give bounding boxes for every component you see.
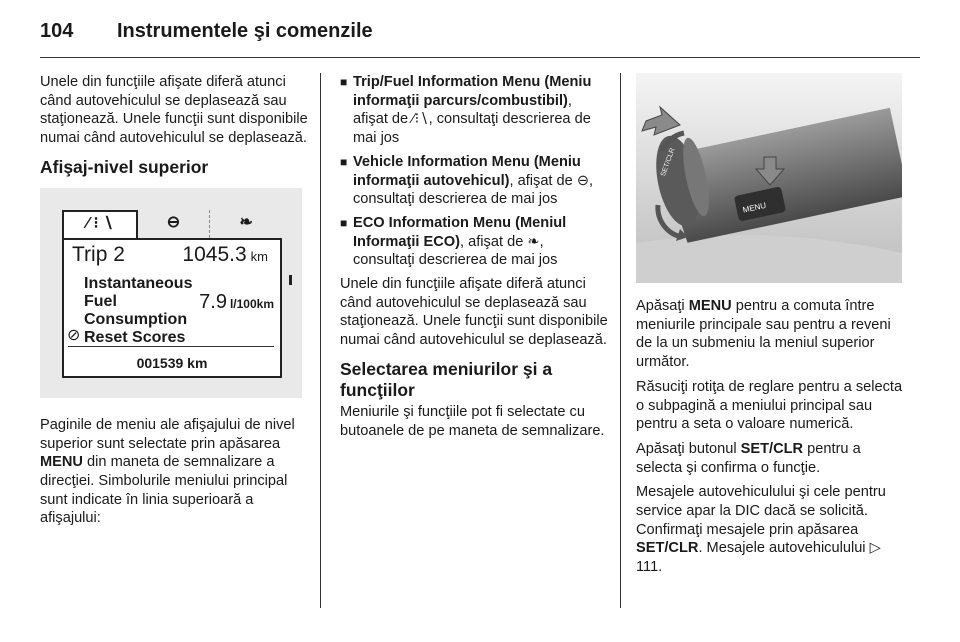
set-clr-paragraph bbox=[636, 440, 904, 477]
turn-signal-stalk-illustration bbox=[636, 73, 902, 283]
column-2 bbox=[340, 73, 608, 446]
page-number: 104 bbox=[40, 20, 74, 42]
menu-item-instantaneous: Instantaneous bbox=[84, 274, 193, 292]
messages-text-1: Mesajele autovehiculului şi cele pentru service apar la DIC dacă se solicită. Confirmaţi mesajele prin apăsarea bbox=[636, 484, 886, 538]
menu-button-paragraph bbox=[636, 297, 904, 372]
menu-button-bold: MENU bbox=[688, 298, 732, 314]
bullet-body bbox=[353, 153, 608, 209]
display-screen bbox=[62, 238, 282, 378]
odometer-readout: 001539 km bbox=[136, 354, 208, 371]
bullet-mark: ■ bbox=[340, 215, 348, 230]
menu-item-reset-scores: Reset Scores bbox=[84, 328, 186, 346]
bullet-body bbox=[353, 214, 608, 270]
menu-button-text-1: Apăsaţi bbox=[636, 298, 689, 314]
eco-tab-icon: ❧ bbox=[209, 210, 282, 238]
column-3 bbox=[636, 73, 904, 583]
functions-paragraph: Unele din funcţiile afişate diferă atunci când autovehiculul se deplasează sau staţionează. Unele funcţii sunt disponibile numai când autovehiculul se deplasează. bbox=[340, 276, 608, 349]
section-heading-upper-display: Afişaj-nivel superior bbox=[40, 156, 209, 177]
column-divider-1 bbox=[320, 73, 321, 608]
trip-label: Trip 2 bbox=[72, 242, 125, 266]
messages-text-2: . Mesajele autovehiculului bbox=[698, 540, 870, 557]
consumption-readout bbox=[199, 290, 274, 314]
display-divider bbox=[68, 346, 274, 347]
consumption-value: 7.9 bbox=[199, 290, 227, 313]
stalk-set-label: SET/CLR bbox=[659, 147, 677, 178]
intro-paragraph: Unele din funcţiile afişate diferă atunci când autovehiculul se deplasează sau staţionează. Unele funcţii sunt disponibile numai când autovehiculul se deplasează. bbox=[40, 74, 308, 147]
set-clr-text-2: pentru a selecta şi confirma o funcţie. bbox=[636, 440, 861, 476]
bullet-bold: Trip/Fuel Information Menu (Meniu informaţii parcurs/combustibil) bbox=[353, 74, 592, 109]
menu-item-consumption: Consumption bbox=[84, 310, 188, 328]
bullet-trip-fuel-menu bbox=[340, 73, 608, 148]
trip-distance bbox=[182, 242, 268, 267]
bullet-mark: ■ bbox=[340, 154, 348, 169]
bullet-mark: ■ bbox=[340, 75, 348, 89]
set-clr-bold: SET/CLR bbox=[740, 440, 804, 457]
scroll-indicator bbox=[289, 275, 292, 285]
menu-pages-text-2: din maneta de semnalizare a direcţiei. Simbolurile meniului principal sunt indicate în linia superioară a afişajului: bbox=[40, 454, 288, 527]
page-reference: ▷ 111. bbox=[636, 540, 881, 576]
upper-level-display-illustration bbox=[40, 188, 302, 398]
consumption-unit: l/100km bbox=[229, 296, 274, 311]
bullet-bold: Vehicle Information Menu (Meniu informaţii autovehicul) bbox=[353, 153, 581, 189]
menu-button-text-2: pentru a comuta între meniurile principale sau pentru a reveni de la un submeniu la meniul superior următor. bbox=[636, 298, 891, 371]
trip-fuel-tab-icon: ⁄ ⁝ ∖ bbox=[62, 210, 138, 238]
bullet-eco-info-menu bbox=[340, 214, 608, 270]
set-clr-text-1: Apăsaţi butonul bbox=[636, 440, 741, 457]
menu-pages-paragraph bbox=[40, 416, 308, 528]
bullet-text: , afişat de ⁄⁝∖, consultaţi descrierea de mai jos bbox=[353, 92, 591, 147]
bullet-text: , afişat de ❧, consultaţi descrierea de mai jos bbox=[353, 233, 558, 269]
check-icon: ⊘ bbox=[67, 326, 81, 344]
menu-pages-text-1: Paginile de meniu ale afişajului de nivel superior sunt selectate prin apăsarea bbox=[40, 416, 295, 452]
trip-distance-value: 1045.3 bbox=[182, 242, 247, 266]
adjuster-wheel-paragraph: Răsuciţi rotiţa de reglare pentru a selecta o subpagină a meniului principal sau pentru a seta o valoare numerică. bbox=[636, 378, 903, 433]
column-1 bbox=[40, 73, 308, 534]
messages-bold: SET/CLR bbox=[636, 540, 699, 557]
vehicle-tab-icon: ⊖ bbox=[166, 214, 181, 232]
header-rule bbox=[40, 57, 920, 58]
select-menus-paragraph: Meniurile şi funcţiile pot fi selectate cu butoanele de pe maneta de semnalizare. bbox=[340, 403, 605, 439]
stalk-menu-label: MENU bbox=[741, 200, 767, 215]
bullet-bold: ECO Information Menu (Meniul Informaţii ECO) bbox=[353, 214, 567, 250]
section-heading-select-menus: Selectarea meniurilor şi a funcţiilor bbox=[340, 358, 553, 400]
bullet-vehicle-info-menu bbox=[340, 153, 608, 209]
display-menu-bar bbox=[62, 210, 282, 238]
column-divider-2 bbox=[620, 73, 621, 608]
menu-item-fuel: Fuel bbox=[84, 292, 117, 310]
vehicle-messages-paragraph bbox=[636, 483, 904, 577]
stalk-drawing bbox=[636, 73, 902, 283]
bullet-text: , afişat de ⊖, consultaţi descrierea de mai jos bbox=[353, 172, 594, 208]
trip-distance-unit: km bbox=[250, 248, 268, 264]
menu-pages-menu-bold: MENU bbox=[40, 454, 83, 471]
bullet-body bbox=[353, 73, 608, 148]
page-title: Instrumentele şi comenzile bbox=[117, 20, 373, 42]
